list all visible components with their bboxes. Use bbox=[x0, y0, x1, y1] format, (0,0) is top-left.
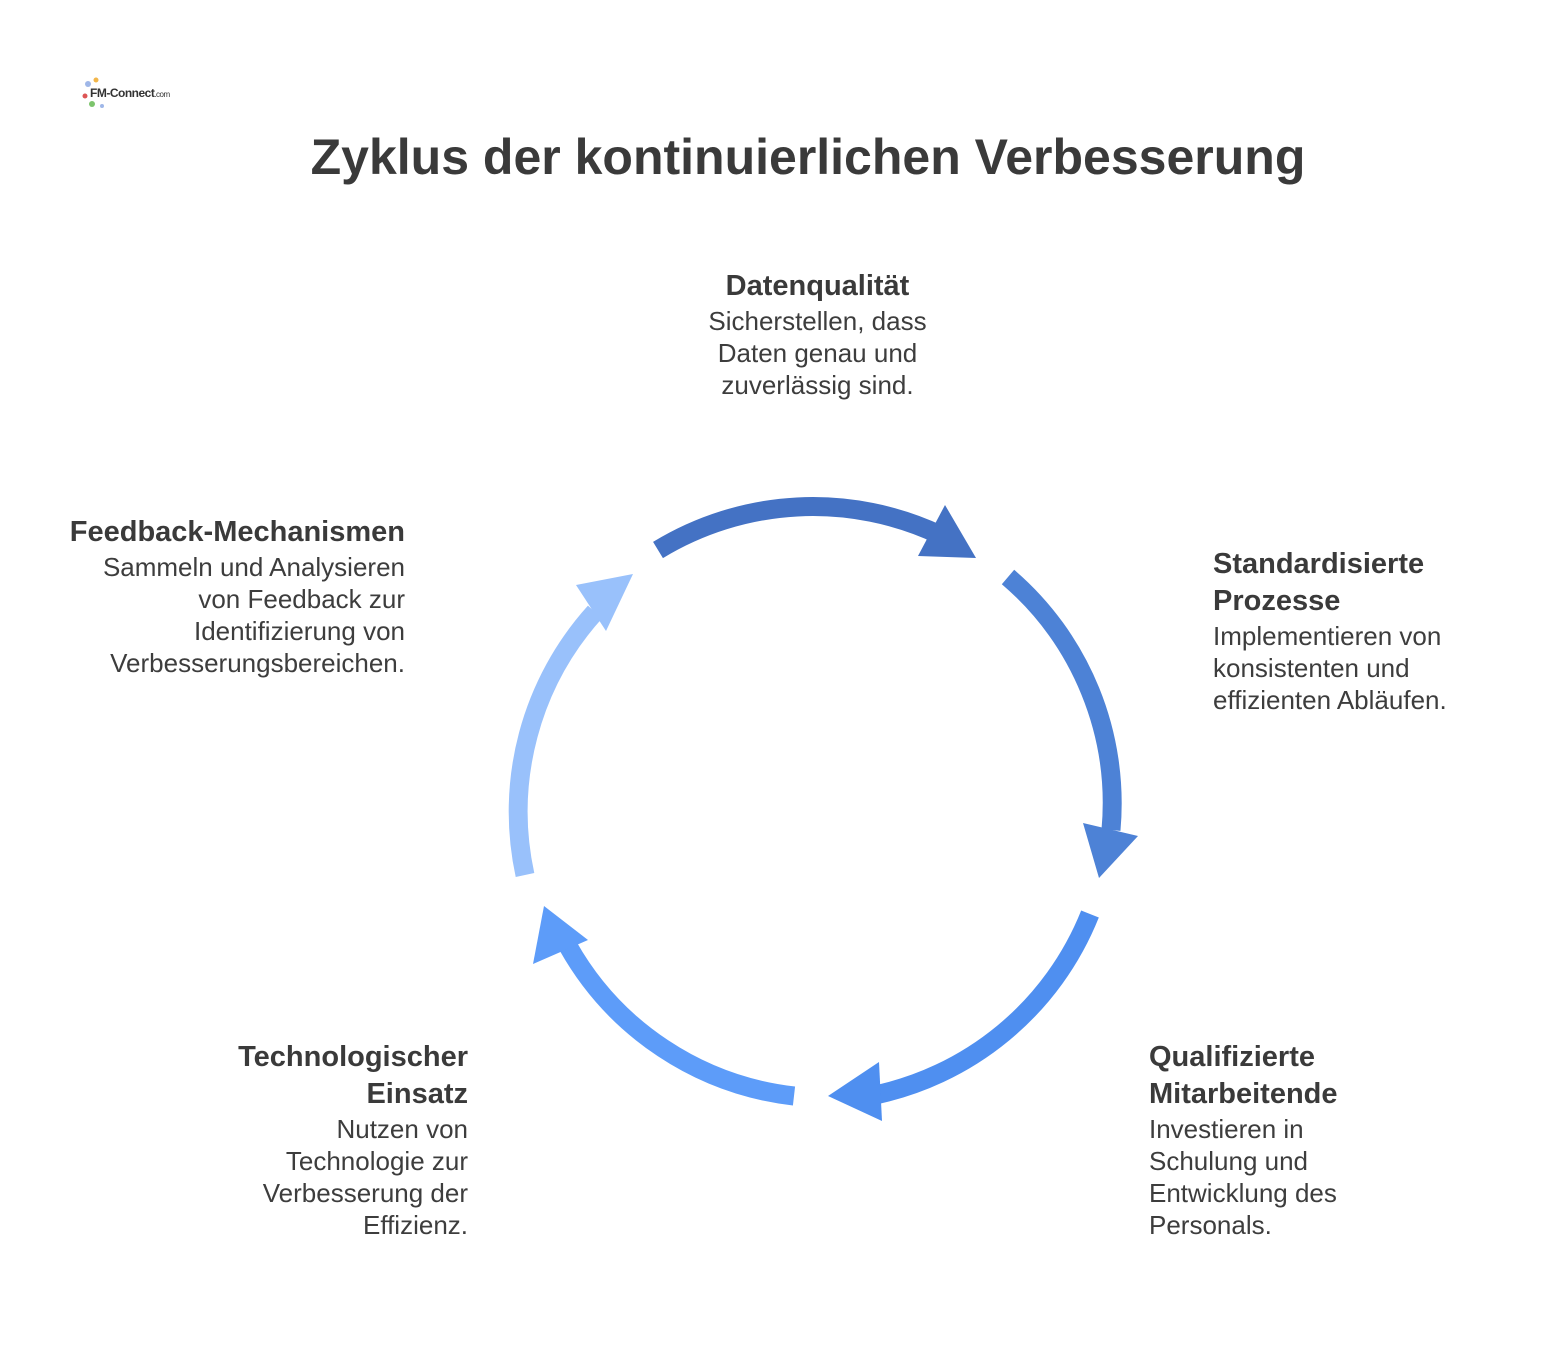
step-description: Sammeln und Analysieren von Feedback zur Identifizierung von Verbesserungsbereichen. bbox=[102, 552, 405, 678]
cycle-arrow-5 bbox=[518, 612, 595, 875]
cycle-arrow-3 bbox=[870, 914, 1090, 1096]
step-description: Investieren in Schulung und Entwicklung des Personals. bbox=[1149, 1114, 1337, 1240]
step-heading: Datenqualität bbox=[725, 270, 910, 302]
cycle-arrowhead-2 bbox=[1083, 823, 1138, 878]
step-description: Sicherstellen, dass Daten genau und zuverlässig sind. bbox=[708, 306, 927, 400]
page-title: Zyklus der kontinuierlichen Verbesserung bbox=[310, 129, 1306, 185]
cycle-arrow-1 bbox=[658, 507, 940, 550]
cycle-arrow-4 bbox=[568, 946, 794, 1096]
cycle-arrowhead-3 bbox=[828, 1062, 882, 1121]
step-datenqualitaet bbox=[695, 268, 940, 401]
step-description: Implementieren von konsistenten und effizienten Abläufen. bbox=[1213, 621, 1447, 715]
step-qualifizierte-mitarbeitende bbox=[1149, 1039, 1379, 1241]
step-description: Nutzen von Technologie zur Verbesserung der Effizienz. bbox=[262, 1114, 468, 1240]
step-feedback-mechanismen bbox=[60, 514, 405, 679]
step-heading: Standardisierte Prozesse bbox=[1213, 548, 1425, 617]
cycle-arrow-2 bbox=[1008, 577, 1112, 830]
logo-text: FM-Connect.com bbox=[90, 86, 170, 100]
step-heading: Feedback-Mechanismen bbox=[69, 516, 405, 548]
step-technologischer-einsatz bbox=[200, 1039, 468, 1241]
step-heading: Technologischer Einsatz bbox=[238, 1041, 468, 1110]
step-heading: Qualifizierte Mitarbeitende bbox=[1149, 1041, 1338, 1110]
step-standardisierte-prozesse bbox=[1213, 546, 1483, 716]
